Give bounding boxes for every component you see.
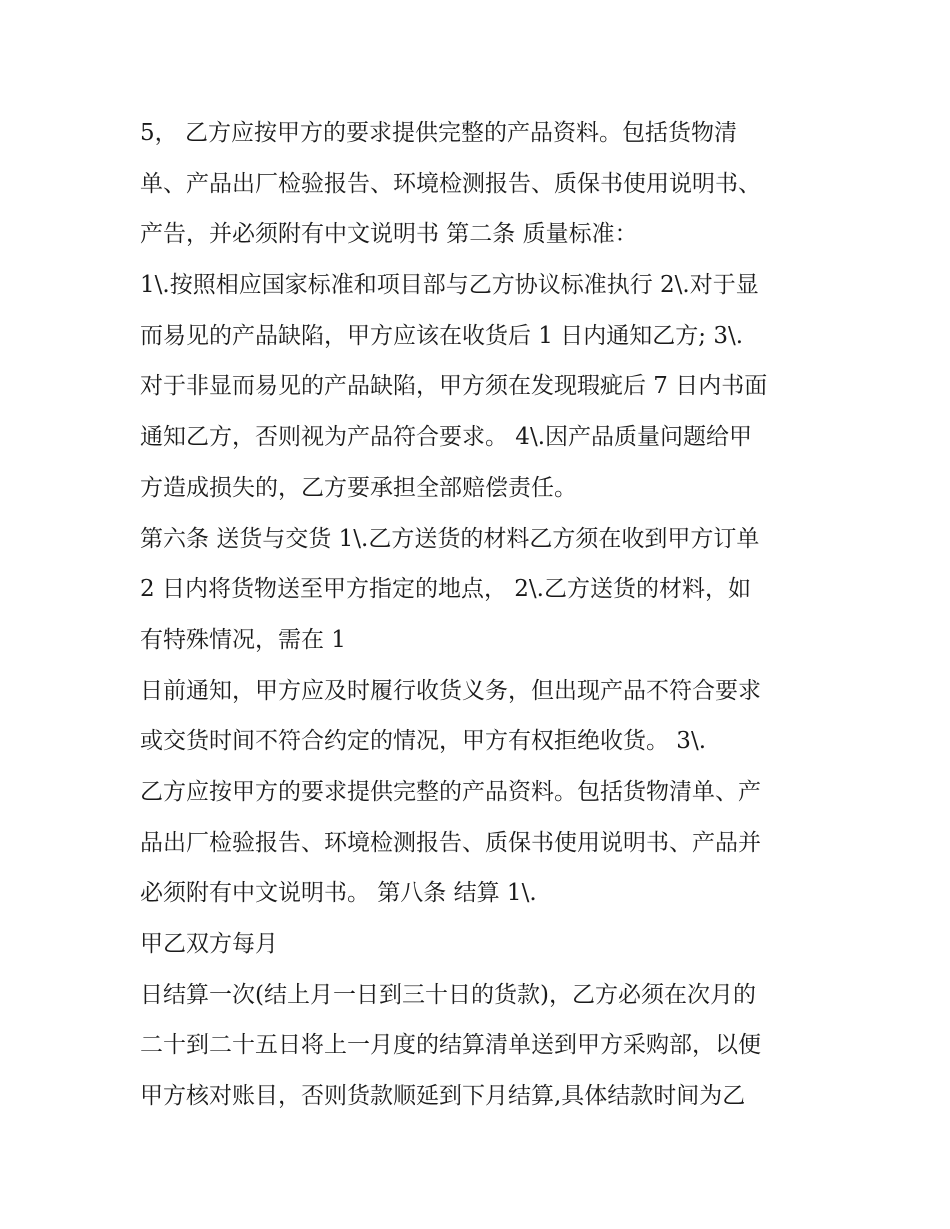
- text-line: 二十到二十五日将上一月度的结算清单送到甲方采购部，以便: [140, 1032, 761, 1059]
- text-line: 1\.按照相应国家标准和项目部与乙方协议标准执行 2\.对于显: [140, 272, 759, 299]
- text-line: 日前通知，甲方应及时履行收货义务，但出现产品不符合要求: [140, 677, 761, 704]
- text-line: 甲乙双方每月: [140, 931, 278, 957]
- text-line: 通知乙方，否则视为产品符合要求。 4\.因产品质量问题给甲: [140, 424, 753, 451]
- contract-text: [140, 108, 830, 1122]
- text-line: 方造成损失的，乙方要承担全部赔偿责任。: [140, 474, 577, 501]
- text-line: 5， 乙方应按甲方的要求提供完整的产品资料。包括货物清: [140, 120, 737, 146]
- text-line: 单、产品出厂检验报告、环境检测报告、质保书使用说明书、: [140, 170, 761, 197]
- text-line: 而易见的产品缺陷，甲方应该在收货后 1 日内通知乙方; 3\.: [140, 322, 744, 349]
- text-line: 第六条 送货与交货 1\.乙方送货的材料乙方须在收到甲方订单: [140, 525, 760, 552]
- text-line: 产告，并必须附有中文说明书 第二条 质量标准：: [140, 221, 638, 248]
- text-line: 有特殊情况，需在 1: [140, 626, 346, 653]
- text-line: 2 日内将货物送至甲方指定的地点， 2\.乙方送货的材料，如: [140, 576, 751, 603]
- text-line: 对于非显而易见的产品缺陷，甲方须在发现瑕疵后 7 日内书面: [140, 373, 768, 400]
- text-line: 品出厂检验报告、环境检测报告、质保书使用说明书、产品并: [140, 829, 761, 856]
- text-line: 必须附有中文说明书。 第八条 结算 1\.: [140, 880, 537, 907]
- text-line: 日结算一次(结上月一日到三十日的货款)，乙方必须在次月的: [140, 981, 756, 1008]
- text-line: 或交货时间不符合约定的情况，甲方有权拒绝收货。 3\.: [140, 728, 707, 755]
- text-line: 甲方核对账目，否则货款顺延到下月结算,具体结款时间为乙: [140, 1083, 746, 1110]
- text-line: 乙方应按甲方的要求提供完整的产品资料。包括货物清单、产: [140, 778, 761, 805]
